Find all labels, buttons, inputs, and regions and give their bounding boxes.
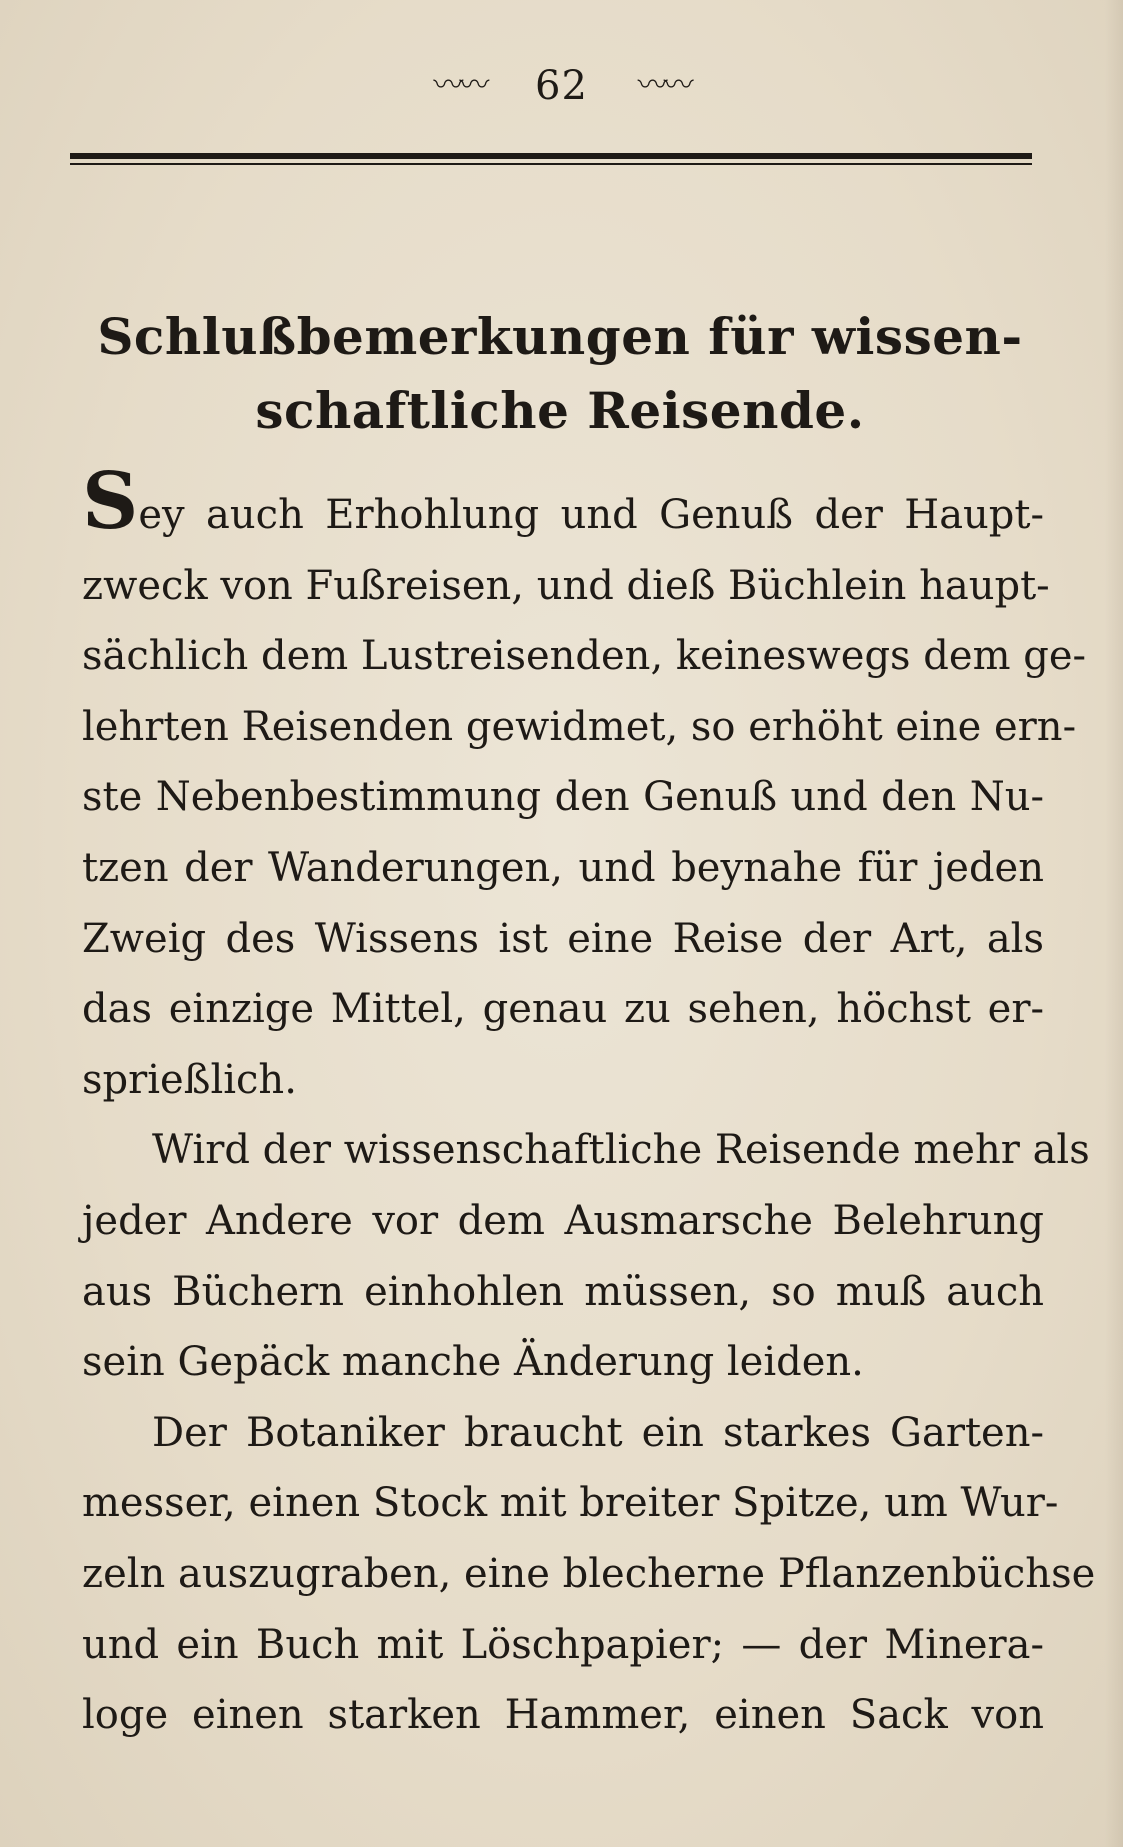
header-rule-thin [70, 163, 1032, 165]
page-header [0, 58, 1123, 114]
paragraph-3-line-3: zeln auszugraben, eine blecherne Pflanzenbüchse [82, 1550, 1096, 1597]
page-number: 62 [535, 63, 588, 109]
paragraph-1-line-4: lehrten Reisenden gewidmet, so erhöht eine ern- [82, 703, 1077, 750]
paragraph-2-line-3: aus Büchern einhohlen müssen, so muß auch [82, 1268, 1044, 1315]
ornament-left: 〰〰 [433, 68, 486, 103]
paragraph-3-line-2: messer, einen Stock mit breiter Spitze, um Wur- [82, 1480, 1059, 1527]
header-rule-thick [70, 153, 1032, 159]
paragraph-3-line-5: loge einen starken Hammer, einen Sack von [82, 1692, 1044, 1739]
chapter-heading [80, 300, 1040, 448]
paragraph-1-line-1: Sey auch Erhohlung und Genuß der Haupt- [82, 456, 1044, 547]
paragraph-1-line-8: das einzige Mittel, genau zu sehen, höchst er- [82, 986, 1044, 1033]
paragraph-1-line-9: sprießlich. [82, 1056, 297, 1103]
paragraph-3-line-1: Der Botaniker braucht ein starkes Garten- [152, 1409, 1044, 1456]
paragraph-2-line-4: sein Gepäck manche Änderung leiden. [82, 1339, 864, 1386]
drop-cap: S [82, 456, 139, 547]
heading-line-1: Schlußbemerkungen für wissen- [97, 307, 1023, 366]
heading-line-2: schaftliche Reisende. [255, 381, 865, 440]
paragraph-2-line-2: jeder Andere vor dem Ausmarsche Belehrung [82, 1197, 1044, 1244]
paragraph-1-line-3: sächlich dem Lustreisenden, keineswegs dem ge- [82, 633, 1087, 680]
body-text [82, 456, 1096, 1751]
page-edge-shadow [1105, 0, 1123, 1847]
paragraph-1-line-2: zweck von Fußreisen, und dieß Büchlein haupt- [82, 562, 1050, 609]
paragraph-1-line-6: tzen der Wanderungen, und beynahe für jeden [82, 844, 1044, 891]
paragraph-3-line-4: und ein Buch mit Löschpapier; — der Minera- [82, 1621, 1044, 1668]
paragraph-1-line-5: ste Nebenbestimmung den Genuß und den Nu- [82, 774, 1044, 821]
paragraph-2-line-1: Wird der wissenschaftliche Reisende mehr als [152, 1127, 1090, 1174]
ornament-right: 〰〰 [637, 68, 690, 103]
paragraph-1-line-7: Zweig des Wissens ist eine Reise der Art, als [82, 915, 1044, 962]
